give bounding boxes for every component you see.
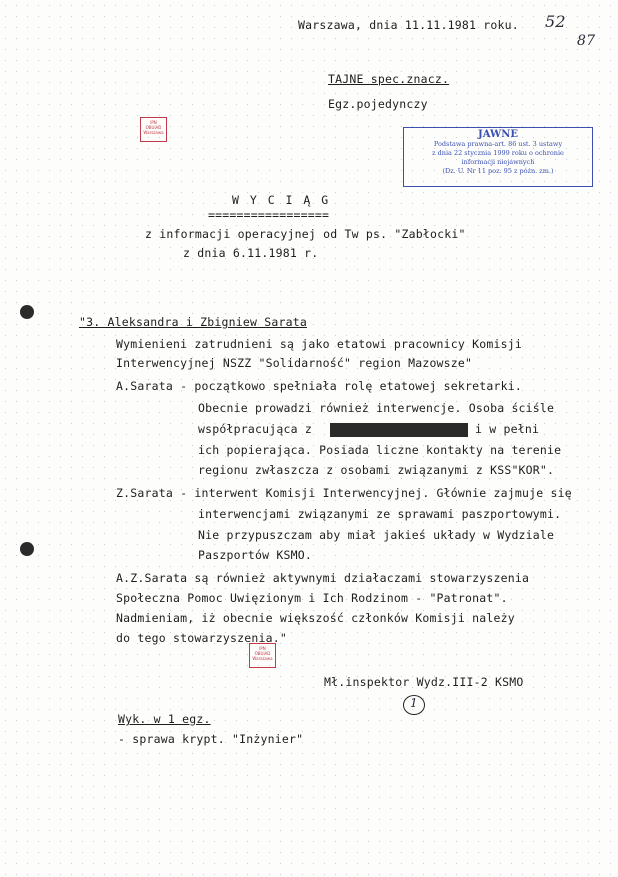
body-line: Nie przypuszczam aby miał jakieś układy w Wydziale: [198, 528, 555, 542]
distribution-note: - sprawa krypt. "Inżynier": [118, 732, 304, 746]
document-title: W Y C I Ą G: [232, 193, 331, 207]
place-date: Warszawa, dnia 11.11.1981 roku.: [298, 18, 519, 32]
body-line: interwencjami związanymi ze sprawami paszportowymi.: [198, 507, 562, 521]
page-number-handwritten: 52: [545, 12, 566, 31]
body-line: Z.Sarata - interwent Komisji Interwencyjnej. Głównie zajmuje się: [116, 486, 572, 500]
body-line: do tego stowarzyszenia.": [116, 631, 287, 645]
body-line: współpracująca z: [198, 422, 312, 436]
title-subline-1: z informacji operacyjnej od Tw ps. "Zabłocki": [145, 227, 466, 241]
punch-hole-bottom: [20, 542, 34, 556]
classification: TAJNE spec.znacz.: [328, 72, 450, 86]
body-line: A.Sarata - początkowo spełniała rolę etatowej sekretarki.: [116, 379, 523, 393]
ipn-stamp-top: IPN OBUiAD Warszawa: [140, 117, 167, 142]
title-double-underline: =================: [208, 208, 330, 222]
copies-printed: Wyk. w 1 egz.: [118, 712, 211, 726]
body-line: A.Z.Sarata są również aktywnymi działaczami stowarzyszenia: [116, 571, 530, 585]
redaction-bar: [330, 423, 468, 437]
section-heading: "3. Aleksandra i Zbigniew Sarata: [79, 315, 307, 329]
body-line: Paszportów KSMO.: [198, 548, 312, 562]
body-line: Obecnie prowadzi również interwencje. Osoba ściśle: [198, 401, 555, 415]
ipn-stamp-bottom: IPN OBUiAD Warszawa: [249, 643, 276, 668]
title-subline-2: z dnia 6.11.1981 r.: [183, 246, 319, 260]
circled-number: 1: [403, 695, 425, 715]
body-line: ich popierająca. Posiada liczne kontakty na terenie: [198, 443, 562, 457]
signature-line: Mł.inspektor Wydz.III-2 KSMO: [324, 675, 524, 689]
body-line: Nadmieniam, iż obecnie większość członków Komisji należy: [116, 611, 515, 625]
body-line: Społeczna Pomoc Uwięzionym i Ich Rodzinom - "Patronat".: [116, 591, 508, 605]
body-line: Interwencyjnej NSZZ "Solidarność" region Mazowsze": [116, 356, 473, 370]
jawne-stamp: JAWNE Podstawa prawna-art. 86 ust. 3 ustawy z dnia 22 stycznia 1999 roku o ochronie informacji niejawnych (Dz. U. Nr 11 poz. 95 z późn. zm.): [403, 127, 593, 187]
jawne-stamp-title: JAWNE: [478, 129, 518, 140]
body-line: Wymienieni zatrudnieni są jako etatowi pracownicy Komisji: [116, 337, 523, 351]
body-line: regionu zwłaszcza z osobami związanymi z KSS"KOR".: [198, 463, 555, 477]
copy-count: Egz.pojedynczy: [328, 97, 428, 111]
punch-hole-top: [20, 305, 34, 319]
page-number-secondary: 87: [577, 33, 596, 49]
body-line: i w pełni: [475, 422, 540, 436]
